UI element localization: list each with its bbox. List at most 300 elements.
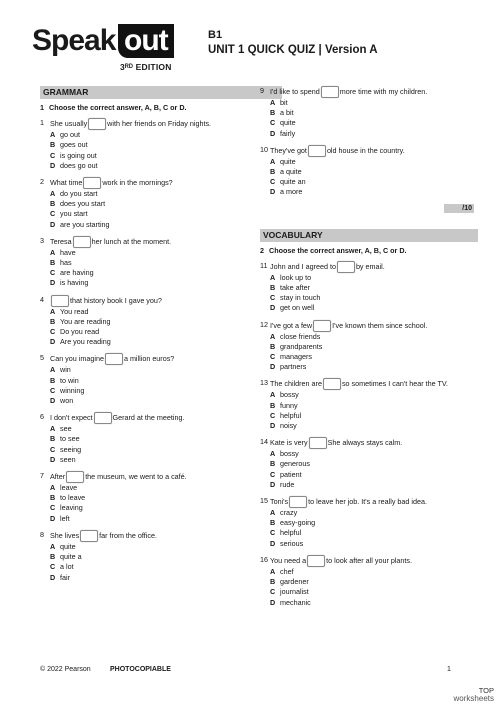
- question-2: [40, 177, 252, 230]
- option-text: is going out: [60, 150, 97, 160]
- answer-option: [260, 411, 472, 421]
- right-column: [260, 86, 472, 614]
- question-text: [50, 236, 252, 248]
- option-letter: B: [270, 577, 276, 587]
- question-text-after: the museum, we went to a café.: [85, 471, 187, 481]
- option-text: stay in touch: [280, 293, 321, 303]
- option-text: crazy: [280, 508, 298, 518]
- question-text-after: She always stays calm.: [327, 438, 403, 448]
- question-3: [40, 236, 252, 289]
- option-letter: D: [270, 128, 276, 138]
- level-label: B1: [208, 29, 223, 41]
- answer-option: [40, 562, 252, 572]
- answer-option: [260, 177, 472, 187]
- option-text: you start: [60, 209, 88, 219]
- answer-option: [260, 480, 472, 490]
- option-letter: A: [270, 390, 276, 400]
- question-1: [40, 118, 252, 171]
- answer-blank-input[interactable]: [309, 437, 327, 449]
- answer-option: [40, 140, 252, 150]
- question-number: 11: [260, 260, 268, 270]
- vocabulary-question-list: [260, 261, 472, 608]
- option-letter: D: [270, 538, 276, 548]
- question-text: [50, 530, 252, 542]
- option-text: do you start: [60, 189, 98, 199]
- option-text: are having: [60, 268, 94, 278]
- option-text: helpful: [280, 410, 302, 420]
- option-letter: B: [50, 199, 56, 209]
- speakout-logo: [32, 24, 192, 76]
- question-text-before: I've got a few: [270, 320, 313, 330]
- answer-option: [40, 503, 252, 513]
- question-text-before: After: [50, 471, 66, 481]
- option-text: patient: [280, 469, 302, 479]
- answer-blank-input[interactable]: [308, 145, 326, 157]
- question-number: 2: [40, 177, 44, 187]
- option-text: bossy: [280, 449, 299, 459]
- answer-option: [260, 459, 472, 469]
- option-letter: D: [270, 303, 276, 313]
- option-text: journalist: [280, 587, 309, 597]
- answer-option: [260, 342, 472, 352]
- question-11: [260, 261, 472, 314]
- option-letter: A: [270, 331, 276, 341]
- answer-option: [40, 151, 252, 161]
- question-text: [270, 320, 472, 332]
- option-text: serious: [280, 538, 304, 548]
- answer-option: [260, 293, 472, 303]
- question-4: [40, 295, 252, 348]
- question-number: 3: [40, 235, 44, 245]
- question-number: 16: [260, 554, 268, 564]
- question-text-after: that history book I gave you?: [70, 295, 162, 305]
- answer-blank-input[interactable]: [88, 118, 106, 130]
- option-text: You read: [60, 306, 89, 316]
- question-number: 13: [260, 378, 268, 388]
- option-text: left: [60, 513, 70, 523]
- option-letter: B: [50, 316, 56, 326]
- question-text-after: more time with my children.: [339, 86, 428, 96]
- option-text: is having: [60, 278, 89, 288]
- option-letter: C: [270, 528, 276, 538]
- question-text-before: She usually: [50, 119, 88, 129]
- question-text-before: What time: [50, 177, 83, 187]
- question-text-before: I don't expect: [50, 413, 93, 423]
- grammar-question-list-continued: [260, 86, 472, 198]
- vocabulary-heading: VOCABULARY: [260, 229, 478, 242]
- option-text: grandparents: [280, 341, 323, 351]
- option-text: Are you reading: [60, 337, 111, 347]
- option-text: Do you read: [60, 327, 100, 337]
- answer-blank-input[interactable]: [289, 496, 307, 508]
- question-text-after: work in the mornings?: [102, 177, 173, 187]
- option-text: rude: [280, 479, 295, 489]
- question-text-before: The children are: [270, 379, 322, 389]
- option-letter: A: [50, 365, 56, 375]
- answer-option: [40, 483, 252, 493]
- answer-option: [40, 396, 252, 406]
- option-text: go out: [60, 130, 80, 140]
- question-text-after: to leave her job. It's a really bad idea.: [308, 496, 427, 506]
- option-letter: B: [270, 459, 276, 469]
- option-letter: D: [50, 278, 56, 288]
- option-letter: B: [270, 518, 276, 528]
- answer-option: [260, 528, 472, 538]
- option-letter: A: [270, 156, 276, 166]
- answer-option: [40, 307, 252, 317]
- option-letter: D: [50, 160, 56, 170]
- question-number: 12: [260, 319, 268, 329]
- option-text: has: [60, 258, 72, 268]
- option-letter: D: [50, 396, 56, 406]
- option-text: gardener: [280, 577, 309, 587]
- question-text-before: Teresa: [50, 236, 72, 246]
- answer-option: [260, 129, 472, 139]
- option-text: quite: [280, 118, 296, 128]
- logo-out-text: out: [118, 24, 174, 58]
- question-number: 8: [40, 529, 44, 539]
- option-letter: A: [50, 424, 56, 434]
- option-letter: C: [50, 444, 56, 454]
- option-letter: C: [50, 503, 56, 513]
- option-text: easy-going: [280, 518, 316, 528]
- answer-blank-input[interactable]: [323, 378, 341, 390]
- option-text: get on well: [280, 303, 315, 313]
- question-text: [50, 471, 252, 483]
- option-text: see: [60, 424, 72, 434]
- answer-blank-input[interactable]: [66, 471, 84, 483]
- answer-blank-input[interactable]: [313, 320, 331, 332]
- footer-photocopiable: PHOTOCOPIABLE: [110, 666, 171, 673]
- option-text: quite a: [60, 552, 82, 562]
- option-text: win: [60, 365, 71, 375]
- question-14: [260, 437, 472, 490]
- answer-option: [40, 424, 252, 434]
- question-number: 7: [40, 471, 44, 481]
- option-text: chef: [280, 566, 294, 576]
- question-text-after: Gerard at the meeting.: [112, 413, 185, 423]
- question-text-after: with her friends on Friday nights.: [107, 119, 212, 129]
- answer-option: [40, 445, 252, 455]
- option-text: noisy: [280, 421, 297, 431]
- topworksheets-logo: TOP worksheets: [453, 686, 494, 703]
- option-text: close friends: [280, 331, 321, 341]
- option-letter: D: [270, 187, 276, 197]
- option-letter: C: [50, 562, 56, 572]
- option-letter: A: [270, 449, 276, 459]
- question-text-before: John and I agreed to: [270, 261, 336, 271]
- option-text: winning: [60, 385, 85, 395]
- answer-option: [260, 587, 472, 597]
- answer-blank-input[interactable]: [307, 555, 325, 567]
- question-text-before: Toni's: [270, 496, 289, 506]
- logo-edition: 3ᴿᴰ EDITION: [120, 62, 172, 72]
- option-text: won: [60, 396, 74, 406]
- option-letter: D: [270, 421, 276, 431]
- vocabulary-instruction: 2 Choose the correct answer, A, B, C or D.: [260, 245, 407, 255]
- answer-option: [260, 273, 472, 283]
- option-letter: B: [50, 375, 56, 385]
- question-10: [260, 145, 472, 198]
- answer-option: [260, 567, 472, 577]
- question-16: [260, 555, 472, 608]
- answer-option: [260, 118, 472, 128]
- option-text: quite: [280, 156, 296, 166]
- question-text: [50, 118, 252, 130]
- answer-option: [40, 220, 252, 230]
- grammar-score-box: /10: [444, 204, 474, 213]
- logo-speak-text: Speak: [32, 24, 116, 57]
- question-5: [40, 353, 252, 406]
- option-letter: D: [270, 597, 276, 607]
- option-letter: B: [270, 400, 276, 410]
- option-letter: B: [50, 493, 56, 503]
- answer-option: [40, 258, 252, 268]
- question-15: [260, 496, 472, 549]
- question-text: [270, 496, 472, 508]
- answer-blank-input[interactable]: [80, 530, 98, 542]
- option-text: quite an: [280, 177, 306, 187]
- option-letter: C: [270, 352, 276, 362]
- answer-option: [40, 189, 252, 199]
- option-letter: B: [270, 108, 276, 118]
- option-text: mechanic: [280, 597, 311, 607]
- option-letter: B: [270, 167, 276, 177]
- answer-blank-input[interactable]: [105, 353, 123, 365]
- option-letter: C: [50, 268, 56, 278]
- question-text-after: I've known them since school.: [332, 320, 428, 330]
- option-letter: D: [50, 337, 56, 347]
- option-text: managers: [280, 352, 312, 362]
- option-text: bit: [280, 98, 288, 107]
- option-letter: C: [270, 293, 276, 303]
- answer-blank-input[interactable]: [73, 236, 91, 248]
- option-text: helpful: [280, 528, 302, 538]
- answer-option: [260, 157, 472, 167]
- question-12: [260, 320, 472, 373]
- option-text: to win: [60, 375, 79, 385]
- question-text-after: her lunch at the moment.: [91, 236, 172, 246]
- answer-option: [40, 268, 252, 278]
- answer-option: [40, 209, 252, 219]
- question-text: [270, 261, 472, 273]
- answer-option: [40, 493, 252, 503]
- answer-option: [260, 508, 472, 518]
- option-letter: A: [50, 483, 56, 493]
- answer-option: [260, 108, 472, 118]
- answer-option: [260, 470, 472, 480]
- option-letter: C: [270, 410, 276, 420]
- answer-option: [40, 278, 252, 288]
- answer-option: [40, 455, 252, 465]
- option-text: have: [60, 247, 76, 257]
- answer-option: [260, 518, 472, 528]
- option-letter: A: [50, 189, 56, 199]
- option-text: look up to: [280, 272, 312, 282]
- answer-option: [260, 577, 472, 587]
- answer-blank-input[interactable]: [94, 412, 112, 424]
- question-text-after: to look after all your plants.: [326, 555, 413, 565]
- option-text: a bit: [280, 108, 294, 118]
- answer-option: [260, 352, 472, 362]
- answer-option: [40, 386, 252, 396]
- option-text: You are reading: [60, 316, 111, 326]
- answer-option: [260, 421, 472, 431]
- answer-option: [40, 376, 252, 386]
- option-text: a quite: [280, 167, 302, 177]
- question-text-before: They've got: [270, 145, 307, 155]
- question-number: 10: [260, 144, 268, 154]
- answer-option: [40, 514, 252, 524]
- option-letter: A: [270, 272, 276, 282]
- answer-option: [260, 303, 472, 313]
- option-letter: A: [50, 247, 56, 257]
- question-text: [50, 353, 252, 365]
- question-number: 4: [40, 294, 44, 304]
- option-letter: A: [270, 98, 276, 107]
- question-number: 5: [40, 353, 44, 363]
- option-letter: A: [50, 306, 56, 316]
- footer-page-number: 1: [447, 666, 451, 673]
- answer-option: [40, 199, 252, 209]
- left-column: [40, 86, 252, 589]
- question-text: [270, 555, 472, 567]
- answer-blank-input[interactable]: [83, 177, 101, 189]
- option-text: goes out: [60, 140, 88, 150]
- question-number: 14: [260, 437, 268, 447]
- grammar-question-list: [40, 118, 252, 583]
- answer-option: [40, 248, 252, 258]
- answer-option: [40, 365, 252, 375]
- question-8: [40, 530, 252, 583]
- option-letter: D: [50, 454, 56, 464]
- option-text: are you starting: [60, 219, 110, 229]
- answer-option: [260, 167, 472, 177]
- option-text: a lot: [60, 562, 74, 572]
- answer-option: [40, 327, 252, 337]
- question-13: [260, 378, 472, 431]
- answer-blank-input[interactable]: [337, 261, 355, 273]
- answer-option: [40, 130, 252, 140]
- question-9: [260, 86, 472, 139]
- option-letter: A: [270, 508, 276, 518]
- option-text: partners: [280, 362, 307, 372]
- option-letter: D: [270, 479, 276, 489]
- option-letter: A: [270, 566, 276, 576]
- option-letter: A: [50, 130, 56, 140]
- question-text-before: I'd like to spend: [270, 86, 320, 96]
- option-letter: B: [50, 258, 56, 268]
- question-text: [50, 412, 252, 424]
- footer-copyright: © 2022 Pearson: [40, 666, 91, 673]
- option-text: seeing: [60, 444, 82, 454]
- option-text: funny: [280, 400, 298, 410]
- option-text: does you start: [60, 199, 106, 209]
- grammar-instruction: 1 Choose the correct answer, A, B, C or D.: [40, 103, 187, 112]
- answer-option: [40, 434, 252, 444]
- option-letter: C: [270, 469, 276, 479]
- option-letter: C: [50, 327, 56, 337]
- option-letter: B: [50, 552, 56, 562]
- question-text-before: She lives: [50, 530, 80, 540]
- answer-option: [40, 542, 252, 552]
- answer-option: [40, 573, 252, 583]
- question-number: 6: [40, 412, 44, 422]
- option-letter: D: [50, 572, 56, 582]
- option-letter: B: [270, 283, 276, 293]
- option-text: quite: [60, 541, 76, 551]
- option-letter: C: [270, 118, 276, 128]
- option-letter: B: [50, 140, 56, 150]
- option-text: to leave: [60, 493, 86, 503]
- option-text: take after: [280, 283, 310, 293]
- answer-option: [40, 552, 252, 562]
- question-text: [50, 295, 252, 307]
- quiz-title: UNIT 1 QUICK QUIZ | Version A: [208, 44, 378, 56]
- option-letter: C: [270, 177, 276, 187]
- question-text-after: old house in the country.: [326, 145, 405, 155]
- answer-option: [260, 362, 472, 372]
- answer-blank-input[interactable]: [321, 86, 339, 98]
- option-text: generous: [280, 459, 310, 469]
- question-7: [40, 471, 252, 524]
- question-6: [40, 412, 252, 465]
- option-letter: B: [50, 434, 56, 444]
- question-text-before: Kate is very: [270, 438, 308, 448]
- answer-option: [260, 283, 472, 293]
- option-letter: B: [270, 341, 276, 351]
- answer-option: [40, 161, 252, 171]
- answer-blank-input[interactable]: [51, 295, 69, 307]
- option-text: to see: [60, 434, 80, 444]
- answer-option: [260, 539, 472, 549]
- question-text-after: so sometimes I can't hear the TV.: [341, 379, 448, 389]
- question-number: 1: [40, 118, 44, 128]
- option-text: fair: [60, 572, 70, 582]
- answer-option: [40, 317, 252, 327]
- question-text: [270, 378, 472, 390]
- answer-option: [260, 98, 472, 108]
- option-letter: A: [50, 541, 56, 551]
- question-text: [270, 145, 472, 157]
- option-letter: D: [50, 219, 56, 229]
- answer-option: [260, 187, 472, 197]
- answer-option: [260, 401, 472, 411]
- answer-option: [260, 390, 472, 400]
- answer-option: [260, 449, 472, 459]
- option-letter: C: [50, 150, 56, 160]
- option-text: does go out: [60, 160, 98, 170]
- question-text-after: far from the office.: [99, 530, 157, 540]
- answer-option: [40, 337, 252, 347]
- question-text: [50, 177, 252, 189]
- option-text: seen: [60, 454, 76, 464]
- question-number: 15: [260, 496, 268, 506]
- question-text-before: You need a: [270, 555, 307, 565]
- question-text: [270, 86, 472, 98]
- question-text: [270, 437, 472, 449]
- question-text-after: a million euros?: [123, 354, 175, 364]
- answer-option: [260, 598, 472, 608]
- option-letter: D: [270, 362, 276, 372]
- option-text: leave: [60, 483, 78, 493]
- option-letter: D: [50, 513, 56, 523]
- question-number: 9: [260, 86, 264, 95]
- option-text: fairly: [280, 128, 296, 138]
- option-text: a more: [280, 187, 303, 197]
- grammar-heading: GRAMMAR: [40, 86, 282, 99]
- option-letter: C: [50, 209, 56, 219]
